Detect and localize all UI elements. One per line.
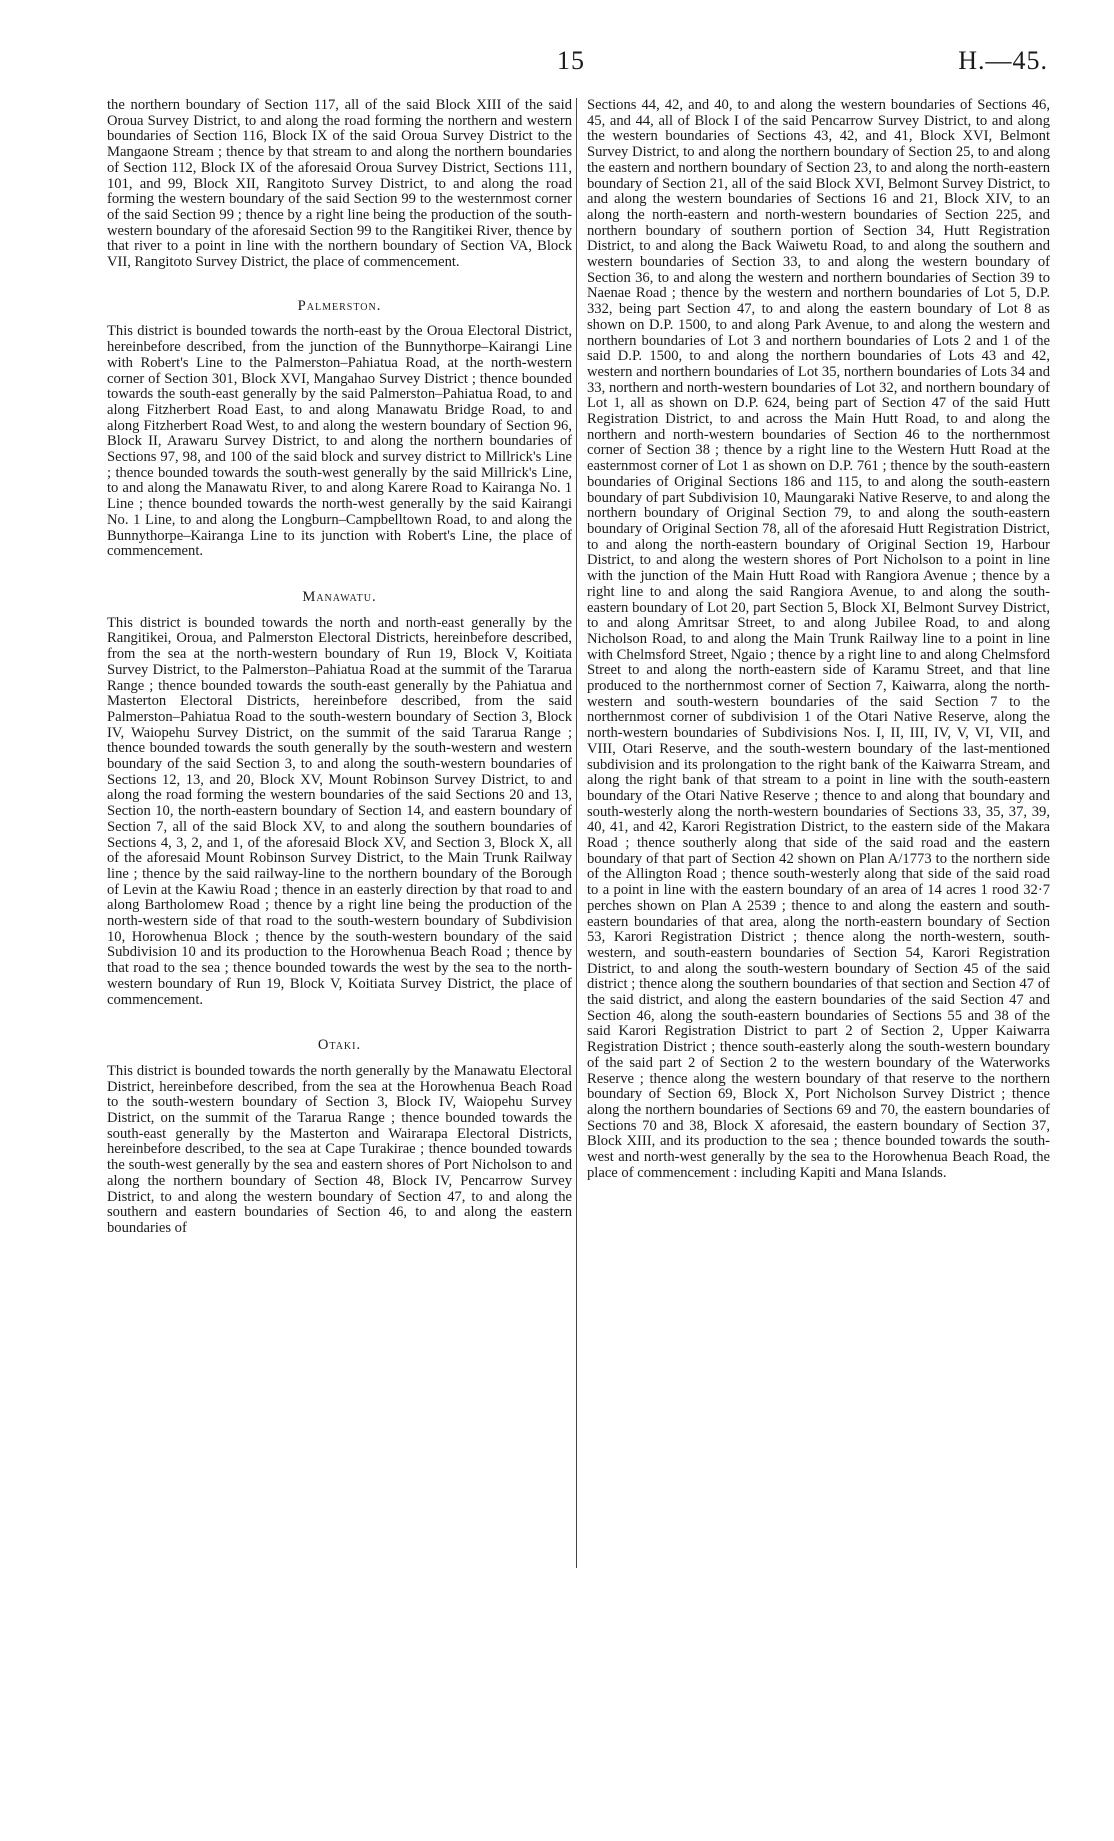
section-text-manawatu: This district is bounded towards the north and north-east generally by the Rangitikei, Oroua, and Palmerston Electoral Districts, hereinbefore described, from the sea at the north-western boundary of Run 19, Block V, Koitiata Survey District, to the Palmerston–Pahiatua Road at the summit of the Tararua Range ; thence bounded towards the south-east generally by the Pahiatua and Masterton Electoral Districts, hereinbefore described, from the said Palmerston–Pahiatua Road to the south-western boundary of Section 3, Block IV, Waiopehu Survey District, on the summit of the said Tararua Range ; thence bounded towards the south generally by the south-western and western boundary of the said Section 3, to and along the south-western boundaries of Sections 12, 13, and 20, Block XV, Mount Robinson Survey District, to and along the road forming the western boundaries of the said Sections 20 and 13, Section 10, the north-eastern boundary of Section 14, and eastern boundary of Section 7, all of the said Block XV, to and along the southern boundaries of Sections 4, 3, 2, and 1, of the aforesaid Block XV, and Section 3, Block X, all of the aforesaid Mount Robinson Survey District, to the Main Trunk Railway line ; thence by the said railway-line to the northern boundary of the Borough of Levin at the Kawiu Road ; thence in an easterly direction by that road to and along Bartholomew Road ; thence by a right line being the production of the north-western side of that road to the south-western boundary of Subdivision 10, Horowhenua Block ; thence by the south-western boundary of the said Subdivision 10 and its production to the Horowhenua Beach Road ; thence by that road to the sea ; thence bounded towards the west by the sea to the north-western boundary of Run 19, Block V, Koitiata Survey District, the place of commencement. (107, 614, 572, 1008)
page-number: 15 (557, 46, 585, 75)
section-heading-otaki: Otaki. (317, 1037, 362, 1054)
right-column (587, 98, 1050, 1182)
continuation-paragraph: the northern boundary of Section 117, all of the said Block XIII of the said Oroua Survey District, to and along the road forming the northern and western boundaries of Section 116, Block IX of the said Oroua Survey District to the Mangaone Stream ; thence by that stream to and along the northern boundaries of Section 112, Block IX of the aforesaid Oroua Survey District, Sections 111, 101, and 99, Block XII, Rangitoto Survey District, to and along the road forming the western boundary of the said Section 99 to the westernmost corner of the said Section 99 ; thence by a right line being the production of the south-western boundary of the aforesaid Section 99 to the Rangitikei River, thence by that river to a point in line with the northern boundary of Section VA, Block VII, Rangitoto Survey District, the place of commencement. (107, 97, 572, 271)
left-column (107, 98, 572, 1237)
right-column-text: Sections 44, 42, and 40, to and along the western boundaries of Sections 46, 45, and 44, all of Block I of the said Pencarrow Survey District, to and along the western boundaries of Sections 43, 42, and 41, Block XVI, Belmont Survey District, to and along the northern boundary of Section 25, to and along the eastern and northern boundary of Section 23, to and along the north-eastern boundary of Section 21, all of the said Block XVI, Belmont Survey District, to and along the western boundaries of Sections 16 and 21, Block XIV, to an along the north-eastern and north-western boundaries of Section 225, and northern boundary of southern portion of Section 34, Hutt Registration District, to and along the Back Waiwetu Road, to and along the southern and western boundaries of Section 33, to and along the western boundary of Section 36, to and along the western and northern boundaries of Section 39 to Naenae Road ; thence by the western and northern boundaries of Lot 5, D.P. 332, being part Section 47, to and along the eastern boundary of Lot 8 as shown on D.P. 1500, to and along Park Avenue, to and along the western and northern boundaries of Lot 3 and northern boundaries of Lots 2 and 1 of the said D.P. 1500, to and along the northern boundaries of Lots 43 and 42, western and northern boundaries of Lot 35, northern boundaries of Lots 34 and 33, northern and north-western boundaries of Lot 32, and northern boundary of Lot 1, all as shown on D.P. 624, being part of Section 47 of the said Hutt Registration District, to and across the Main Hutt Road, to and along the northern and north-western boundaries of Section 46 to the northernmost corner of Section 38 ; thence by a right line to the Western Hutt Road at the easternmost corner of Lot 1 as shown on D.P. 761 ; thence by the south-eastern boundaries of Original Sections 186 and 115, to and along the south-eastern boundary of part Subdivision 10, Maungaraki Native Reserve, to and along the northern boundary of Original Section 79, to and along the south-eastern boundary of Original Section 78, all of the aforesaid Hutt Registration District, to and along the north-eastern boundary of Original Section 19, Harbour District, to and along the western shores of Port Nicholson to a point in line with the junction of the Main Hutt Road with Rangiora Avenue ; thence by a right line to and along the said Rangiora Avenue, to and along the south-eastern boundary of Lot 20, part Section 5, Block XI, Belmont Survey District, to and along Amritsar Street, to and along Jubilee Road, to and along Nicholson Road, to and along the Main Trunk Railway line to a point in line with Chelmsford Street, Ngaio ; thence by a right line to and along Chelmsford Street to and along the north-eastern side of Karamu Street, and that line produced to the northernmost corner of Section 7, Kaiwarra, along the north-western and south-western boundaries of the said Section 7 to the northernmost corner of subdivision 1 of the Otari Native Reserve, along the north-western boundaries of Subdivisions Nos. I, II, III, IV, V, VI, VII, and VIII, Otari Reserve, and the south-western boundary of the last-mentioned subdivision and its prolongation to the right bank of the Kaiwarra Stream, and along the right bank of that stream to a point in line with the south-eastern boundary of the Otari Native Reserve ; thence to and along that boundary and south-westerly along the north-western boundaries of Sections 33, 35, 37, 39, 40, 41, and 42, Karori Registration District, to the eastern side of the Makara Road ; thence southerly along that side of the said road and the eastern boundary of that part of Section 42 shown on Plan A/1773 to the northern side of the Allington Road ; thence south-westerly along that side of the said road to a point in line with the eastern boundary of an area of 14 acres 1 rood 32·7 perches shown on Plan A 2539 ; thence to and along the eastern and south-eastern boundaries of that area, along the north-eastern boundary of Section 53, Karori Registration District ; thence along the north-western, south-western, and south-eastern boundaries of Section 54, Karori Registration District, to and along the south-western boundary of Section 45 of the said district ; thence along the southern boundaries of that section and Section 47 of the said district, and along the eastern boundaries of the said Section 47 and Section 46, along the south-eastern boundaries of Sections 55 and 38 of the said Karori Registration District to part 2 of Section 2, Upper Kaiwarra Registration District ; thence south-easterly along the south-western boundary of the said part 2 of Section 2 to the western boundary of the Waterworks Reserve ; thence along the western boundary of that reserve to the northern boundary of Section 69, Block X, Port Nicholson Survey District ; thence along the northern boundaries of Sections 69 and 70, the eastern boundaries of Sections 70 and 38, Block X aforesaid, the eastern boundary of Section 37, Block XIII, and its production to the sea ; thence bounded towards the south-west and north-west generally by the sea to the Horowhenua Beach Road, the place of commencement : including Kapiti and Mana Islands. (587, 97, 1050, 1181)
document-reference: H.—45. (958, 46, 1048, 75)
section-text-otaki: This district is bounded towards the north generally by the Manawatu Electoral District, hereinbefore described, from the sea at the Horowhenua Beach Road to the south-western boundary of Section 3, Block IV, Waiopehu Survey District, on the summit of the Tararua Range ; thence bounded towards the south-east generally by the Masterton and Wairarapa Electoral Districts, hereinbefore described, to the sea at Cape Turakirae ; thence bounded towards the south-west generally by the sea and eastern shores of Port Nicholson to and along the northern boundary of Section 48, Block IV, Pencarrow Survey District, to and along the western boundary of Section 47, to and along the southern and eastern boundaries of Section 46, to and along the eastern boundaries of (107, 1062, 572, 1236)
section-heading-manawatu: Manawatu. (302, 588, 377, 605)
section-heading-palmerston: Palmerston. (297, 297, 382, 314)
section-text-palmerston: This district is bounded towards the north-east by the Oroua Electoral District, hereinbefore described, from the junction of the Bunnythorpe–Kairangi Line with Robert's Line to the Palmerston–Pahiatua Road, at the north-western corner of Section 301, Block XVI, Mangahao Survey District ; thence bounded towards the south-east generally by the said Palmerston–Pahiatua Road, to and along Fitzherbert Road East, to and along Manawatu Bridge Road, to and along Fitzherbert Road West, to and along the western boundary of Section 96, Block II, Arawaru Survey District, to and along the northern boundaries of Sections 97, 98, and 100 of the said block and survey district to Millrick's Line ; thence bounded towards the south-west generally by the said Millrick's Line, to and along the Manawatu River, to and along Karere Road to Kairanga No. 1 Line ; thence bounded towards the north-west generally by the said Kairangi No. 1 Line, to and along the Longburn–Campbelltown Road, to and along the Bunnythorpe–Kairanga Line to its junction with Robert's Line, the place of commencement. (107, 323, 572, 560)
column-divider (576, 98, 577, 1568)
